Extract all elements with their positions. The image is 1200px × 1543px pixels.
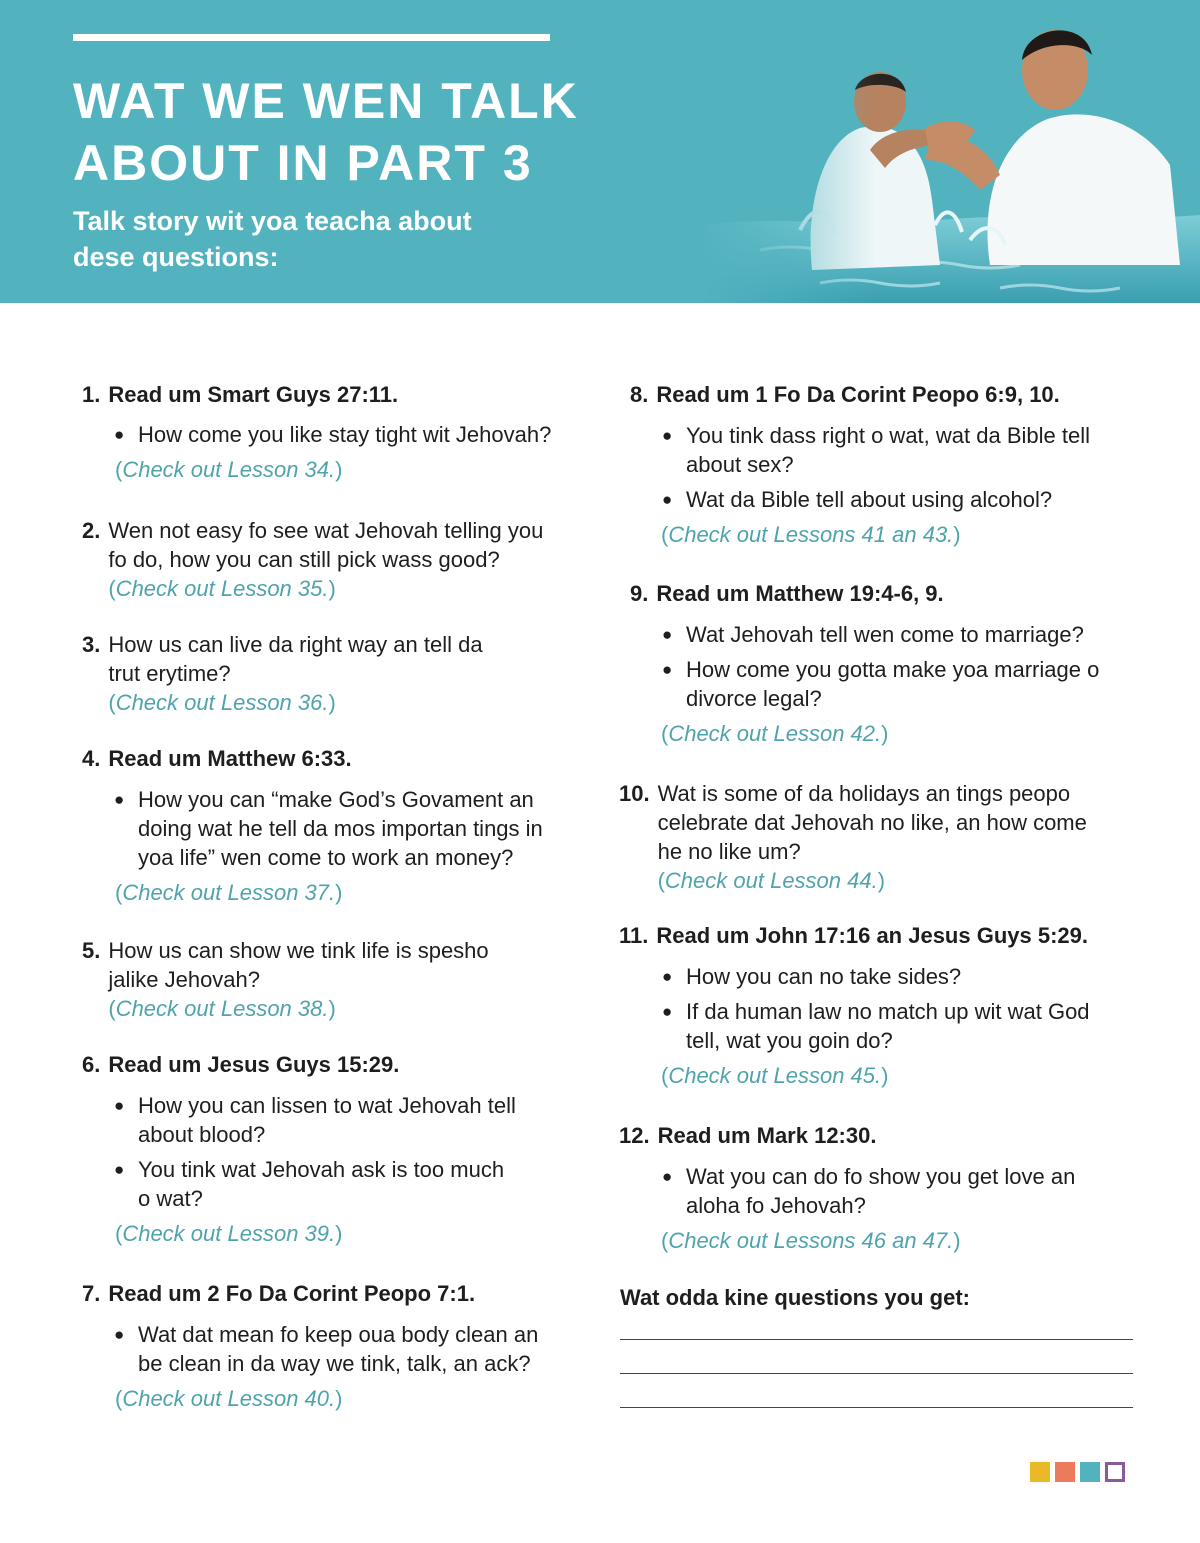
bullet-text-line: ● How you can “make God’s Govament an: [138, 787, 534, 812]
bullet-item: [114, 1155, 582, 1213]
bullet-text-line: tell, wat you goin do?: [686, 1028, 893, 1053]
question-9: [630, 579, 1135, 748]
other-questions-label: Wat odda kine questions you get:: [620, 1285, 970, 1310]
question-text: Read um Matthew 6:33.: [108, 746, 352, 771]
answer-line[interactable]: [620, 1339, 1133, 1340]
question-text-line: Wat is some of da holidays an tings peopo: [657, 781, 1071, 806]
question-number: 10.: [619, 781, 650, 806]
bullet-item: [662, 485, 1135, 514]
question-text: Read um Mark 12:30.: [657, 1123, 877, 1148]
lesson-reference-text: Check out Lesson 36.: [115, 690, 329, 715]
question-text: [100, 516, 543, 603]
lesson-reference: (Check out Lessons 41 an 43.): [661, 522, 961, 547]
lesson-reference-text: Check out Lesson 35.: [115, 576, 329, 601]
bullet-list: [662, 962, 1135, 1055]
question-text-line: How us can live da right way an tell da: [108, 632, 483, 657]
question-8: [630, 380, 1135, 549]
lesson-reference: (Check out Lesson 36.): [108, 690, 336, 715]
question-text: [100, 630, 482, 717]
question-7: [82, 1279, 582, 1413]
lesson-reference: (Check out Lesson 37.): [115, 880, 343, 905]
page-subtitle-line-1: Talk story wit yoa teacha about: [73, 206, 472, 236]
lesson-reference-text: Check out Lesson 40.: [122, 1386, 336, 1411]
question-text-line: How us can show we tink life is spesho: [108, 938, 489, 963]
lesson-reference: (Check out Lesson 42.): [661, 721, 889, 746]
question-text-line: jalike Jehovah?: [108, 967, 261, 992]
bullet-item: [114, 785, 582, 872]
bullet-text-line: doing wat he tell da mos importan tings in: [138, 816, 543, 841]
question-text: Read um Smart Guys 27:11.: [108, 382, 399, 407]
answer-line[interactable]: [620, 1407, 1133, 1408]
question-11: [619, 921, 1135, 1090]
bullet-text-line: ● Wat dat mean fo keep oua body clean an: [138, 1322, 539, 1347]
answer-line[interactable]: [620, 1373, 1133, 1374]
outlined-square-icon: [1105, 1462, 1125, 1482]
question-10: [619, 779, 1135, 895]
bullet-item: [662, 1162, 1135, 1220]
question-number: 8.: [630, 382, 649, 407]
page-title-line-1: WAT WE WEN TALK: [73, 73, 579, 129]
lesson-reference: (Check out Lesson 40.): [115, 1386, 343, 1411]
bullet-text-line: be clean in da way we tink, talk, an ack?: [138, 1351, 531, 1376]
bullet-text-line: yoa life” wen come to work an money?: [138, 845, 514, 870]
teal-square-icon: [1080, 1462, 1100, 1482]
question-text: [100, 936, 488, 1023]
progress-squares: [1030, 1462, 1125, 1482]
question-number: 1.: [82, 382, 101, 407]
bullet-text-line: divorce legal?: [686, 686, 822, 711]
question-text: Read um Matthew 19:4-6, 9.: [656, 581, 944, 606]
question-number: 2.: [82, 518, 101, 543]
lesson-reference: (Check out Lesson 39.): [115, 1221, 343, 1246]
page-subtitle: [73, 203, 533, 275]
question-text-line: he no like um?: [657, 839, 801, 864]
lesson-reference: (Check out Lesson 34.): [115, 457, 343, 482]
orange-square-icon: [1055, 1462, 1075, 1482]
question-number: 3.: [82, 632, 101, 657]
lesson-reference: (Check out Lesson 38.): [108, 996, 336, 1021]
bullet-text-line: aloha fo Jehovah?: [686, 1193, 866, 1218]
bullet-text-line: ● How you can lissen to wat Jehovah tell: [138, 1093, 516, 1118]
lesson-reference-text: Check out Lesson 42.: [668, 721, 882, 746]
bullet-text: How you can no take sides?: [686, 964, 962, 989]
question-12: [619, 1121, 1135, 1255]
question-text: Read um Jesus Guys 15:29.: [108, 1052, 400, 1077]
bullet-item: [662, 655, 1135, 713]
lesson-reference-text: Check out Lesson 34.: [122, 457, 336, 482]
page-subtitle-line-2: dese questions:: [73, 242, 279, 272]
bullet-text: Wat da Bible tell about using alcohol?: [686, 487, 1053, 512]
bullet-list: [662, 1162, 1135, 1220]
bullet-text-line: o wat?: [138, 1186, 203, 1211]
question-6: [82, 1050, 582, 1248]
lesson-reference-text: Check out Lesson 37.: [122, 880, 336, 905]
bullet-list: [114, 785, 582, 872]
header-rule: [73, 34, 550, 41]
bullet-text-line: ● You tink dass right o wat, wat da Bible tell: [686, 423, 1090, 448]
page-title: [73, 70, 633, 194]
question-number: 5.: [82, 938, 101, 963]
question-text-line: celebrate dat Jehovah no like, an how come: [657, 810, 1087, 835]
question-text-line: Wen not easy fo see wat Jehovah telling you: [108, 518, 544, 543]
yellow-square-icon: [1030, 1462, 1050, 1482]
bullet-text-line: ● How come you gotta make yoa marriage o: [686, 657, 1100, 682]
question-text: Read um 2 Fo Da Corint Peopo 7:1.: [108, 1281, 476, 1306]
question-number: 4.: [82, 746, 101, 771]
lesson-reference-text: Check out Lessons 46 an 47.: [668, 1228, 954, 1253]
bullet-list: [114, 1320, 582, 1378]
bullet-item: [114, 1091, 582, 1149]
question-number: 6.: [82, 1052, 101, 1077]
bullet-item: [114, 420, 582, 449]
bullet-text-line: ● If da human law no match up wit wat God: [686, 999, 1090, 1024]
question-5: [82, 936, 582, 1023]
lesson-reference-text: Check out Lesson 38.: [115, 996, 329, 1021]
lesson-reference: (Check out Lesson 45.): [661, 1063, 889, 1088]
question-4: [82, 744, 582, 907]
bullet-list: [114, 420, 582, 449]
question-text-line: fo do, how you can still pick wass good?: [108, 547, 500, 572]
lesson-reference-text: Check out Lesson 45.: [668, 1063, 882, 1088]
page-title-line-2: ABOUT IN PART 3: [73, 135, 533, 191]
bullet-text: How come you like stay tight wit Jehovah?: [138, 422, 552, 447]
bullet-list: [662, 421, 1135, 514]
bullet-text-line: about blood?: [138, 1122, 266, 1147]
lesson-reference: (Check out Lesson 44.): [657, 868, 886, 893]
bullet-text-line: ● Wat you can do fo show you get love an: [686, 1164, 1076, 1189]
bullet-text-line: about sex?: [686, 452, 794, 477]
question-number: 9.: [630, 581, 649, 606]
question-number: 11.: [619, 923, 649, 948]
bullet-item: [662, 997, 1135, 1055]
baptism-illustration: [700, 0, 1200, 303]
lesson-reference-text: Check out Lesson 39.: [122, 1221, 336, 1246]
bullet-list: [114, 1091, 582, 1213]
question-text: Read um John 17:16 an Jesus Guys 5:29.: [656, 923, 1088, 948]
question-text: [650, 779, 1087, 895]
lesson-reference-text: Check out Lessons 41 an 43.: [668, 522, 954, 547]
bullet-text-line: ● You tink wat Jehovah ask is too much: [138, 1157, 505, 1182]
bullet-item: [662, 421, 1135, 479]
question-number: 12.: [619, 1123, 650, 1148]
question-text-line: trut erytime?: [108, 661, 231, 686]
question-1: [82, 380, 582, 484]
question-text: Read um 1 Fo Da Corint Peopo 6:9, 10.: [656, 382, 1060, 407]
bullet-text: Wat Jehovah tell wen come to marriage?: [686, 622, 1084, 647]
question-2: [82, 516, 582, 603]
question-3: [82, 630, 582, 717]
lesson-reference: (Check out Lesson 35.): [108, 576, 336, 601]
question-number: 7.: [82, 1281, 101, 1306]
page-header: [0, 0, 1200, 303]
bullet-item: [114, 1320, 582, 1378]
bullet-list: [662, 620, 1135, 713]
bullet-item: [662, 620, 1135, 649]
lesson-reference-text: Check out Lesson 44.: [664, 868, 878, 893]
bullet-item: [662, 962, 1135, 991]
lesson-reference: (Check out Lessons 46 an 47.): [661, 1228, 961, 1253]
